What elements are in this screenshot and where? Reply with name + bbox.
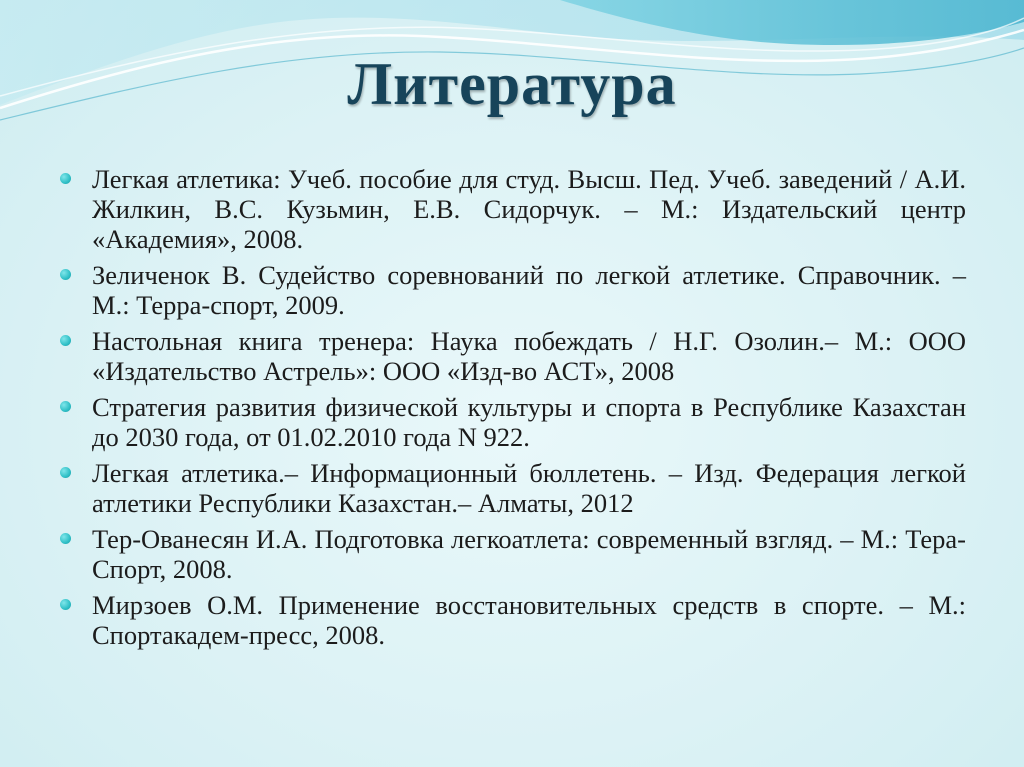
bullet-icon [60, 599, 71, 610]
reference-text: Настольная книга тренера: Наука побеждать / Н.Г. Озолин.– М.: ООО «Издательство Астрель»: ООО «Изд-во АСТ», 2008 [92, 326, 966, 386]
reference-text: Мирзоев О.М. Применение восстановительных средств в спорте. – М.: Спортакадем-пресс, 2008. [92, 590, 966, 650]
reference-text: Зеличенок В. Судейство соревнований по легкой атлетике. Справочник. – М.: Терра-спорт, 2009. [92, 260, 966, 320]
reference-list [58, 164, 966, 656]
reference-text: Тер-Ованесян И.А. Подготовка легкоатлета: современный взгляд. – М.: Тера-Спорт, 2008. [92, 524, 966, 584]
list-item [58, 260, 966, 320]
bullet-icon [60, 335, 71, 346]
reference-text: Легкая атлетика.– Информационный бюллетень. – Изд. Федерация легкой атлетики Республики Казахстан.– Алматы, 2012 [92, 458, 966, 518]
reference-text: Стратегия развития физической культуры и спорта в Республике Казахстан до 2030 года, от 01.02.2010 года N 922. [92, 392, 966, 452]
bullet-icon [60, 269, 71, 280]
list-item [58, 458, 966, 518]
list-item [58, 326, 966, 386]
bullet-icon [60, 533, 71, 544]
reference-text: Легкая атлетика: Учеб. пособие для студ. Высш. Пед. Учеб. заведений / А.И. Жилкин, В.С. Кузьмин, Е.В. Сидорчук. – М.: Издательский центр «Академия», 2008. [92, 164, 966, 254]
bullet-icon [60, 401, 71, 412]
list-item [58, 164, 966, 254]
bullet-icon [60, 467, 71, 478]
list-item [58, 590, 966, 650]
bullet-icon [60, 173, 71, 184]
page-title: Литература [347, 51, 677, 117]
list-item [58, 524, 966, 584]
list-item [58, 392, 966, 452]
